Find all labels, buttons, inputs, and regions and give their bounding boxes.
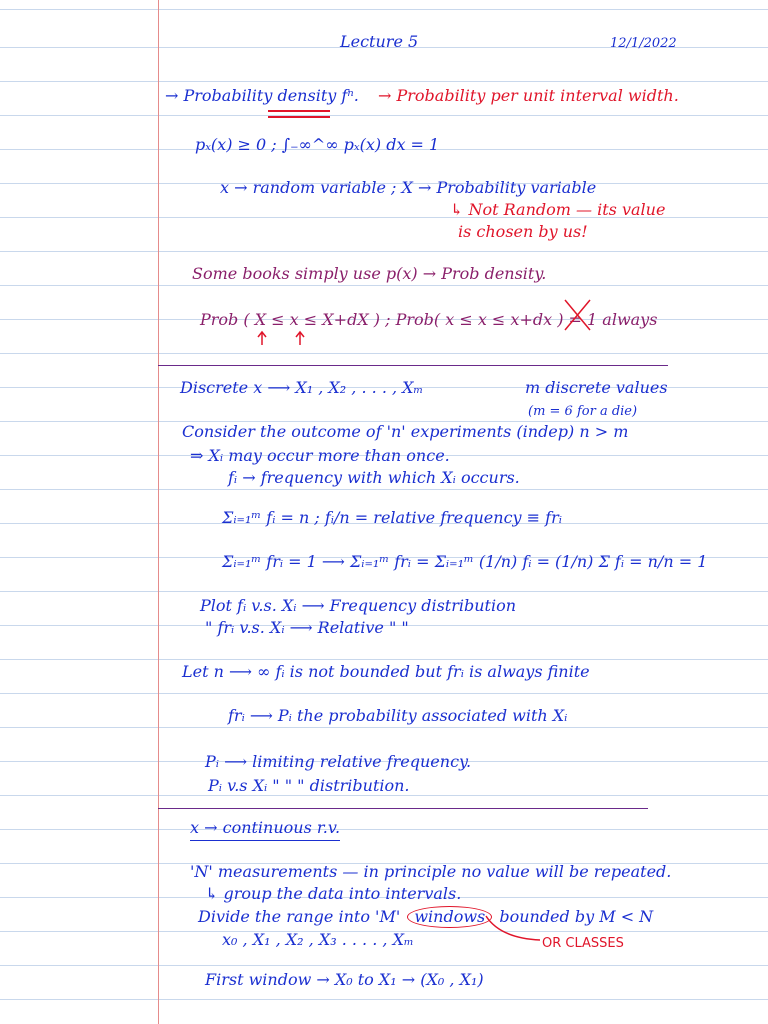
note-line-24c: bounded by M < N bbox=[499, 907, 654, 926]
note-line-15: Plot fᵢ v.s. Xᵢ ⟶ Frequency distribution bbox=[200, 596, 517, 615]
section-divider-2 bbox=[158, 808, 648, 809]
note-line-8b: m discrete values bbox=[525, 378, 668, 397]
note-line-24 bbox=[198, 906, 653, 928]
note-line-8a: Discrete x ⟶ X₁ , X₂ , . . . , Xₘ bbox=[180, 378, 424, 397]
lecture-title: Lecture 5 bbox=[340, 32, 419, 51]
note-line-23: ↳ group the data into intervals. bbox=[205, 884, 462, 903]
or-classes-note: OR CLASSES bbox=[542, 936, 624, 951]
note-line-1a: → Probability density fⁿ. bbox=[165, 86, 359, 105]
note-line-22: 'N' measurements — in principle no value will be repeated. bbox=[190, 862, 672, 881]
lecture-date: 12/1/2022 bbox=[610, 36, 677, 51]
note-line-25: x₀ , X₁ , X₂ , X₃ . . . . , Xₘ bbox=[222, 930, 414, 949]
note-line-13: Σᵢ₌₁ᵐ fᵢ = n ; fᵢ/n = relative frequency ≡ frᵢ bbox=[222, 508, 562, 527]
note-line-10: Consider the outcome of 'n' experiments (indep) n > m bbox=[182, 422, 629, 441]
note-line-24a: Divide the range into 'M' bbox=[198, 907, 401, 926]
note-line-17: Let n ⟶ ∞ fᵢ is not bounded but frᵢ is always finite bbox=[182, 662, 590, 681]
note-line-1b: → Probability per unit interval width. bbox=[378, 86, 679, 105]
note-line-9: (m = 6 for a die) bbox=[528, 404, 638, 419]
note-line-11: ⇒ Xᵢ may occur more than once. bbox=[190, 446, 450, 465]
note-line-19: Pᵢ ⟶ limiting relative frequency. bbox=[205, 752, 472, 771]
note-line-16: " frᵢ v.s. Xᵢ ⟶ Relative " " bbox=[205, 618, 409, 637]
note-line-20: Pᵢ v.s Xᵢ " " " distribution. bbox=[208, 776, 410, 795]
note-line-26: First window → X₀ to X₁ → (X₀ , X₁) bbox=[205, 970, 484, 989]
note-line-4: ↳ Not Random — its value bbox=[450, 200, 666, 219]
note-line-6: Some books simply use p(x) → Prob density. bbox=[192, 264, 547, 283]
note-line-14: Σᵢ₌₁ᵐ frᵢ = 1 ⟶ Σᵢ₌₁ᵐ frᵢ = Σᵢ₌₁ᵐ (1/n) fᵢ = (1/n) Σ fᵢ = n/n = 1 bbox=[222, 552, 708, 571]
underline-continuous bbox=[190, 840, 340, 841]
note-line-12: fᵢ → frequency with which Xᵢ occurs. bbox=[228, 468, 520, 487]
note-line-3: x → random variable ; X → Probability variable bbox=[220, 178, 597, 197]
note-line-5: is chosen by us! bbox=[458, 222, 588, 241]
windows-circled: windows bbox=[407, 906, 492, 928]
note-line-7: Prob ( X ≤ x ≤ X+dX ) ; Prob( x ≤ x ≤ x+dx ) = 1 always bbox=[200, 310, 658, 329]
note-line-21: x → continuous r.v. bbox=[190, 818, 341, 837]
note-line-18: frᵢ ⟶ Pᵢ the probability associated with Xᵢ bbox=[228, 706, 568, 725]
note-line-2: pₓ(x) ≥ 0 ; ∫₋∞^∞ pₓ(x) dx = 1 bbox=[195, 135, 440, 154]
section-divider-1 bbox=[158, 365, 668, 366]
